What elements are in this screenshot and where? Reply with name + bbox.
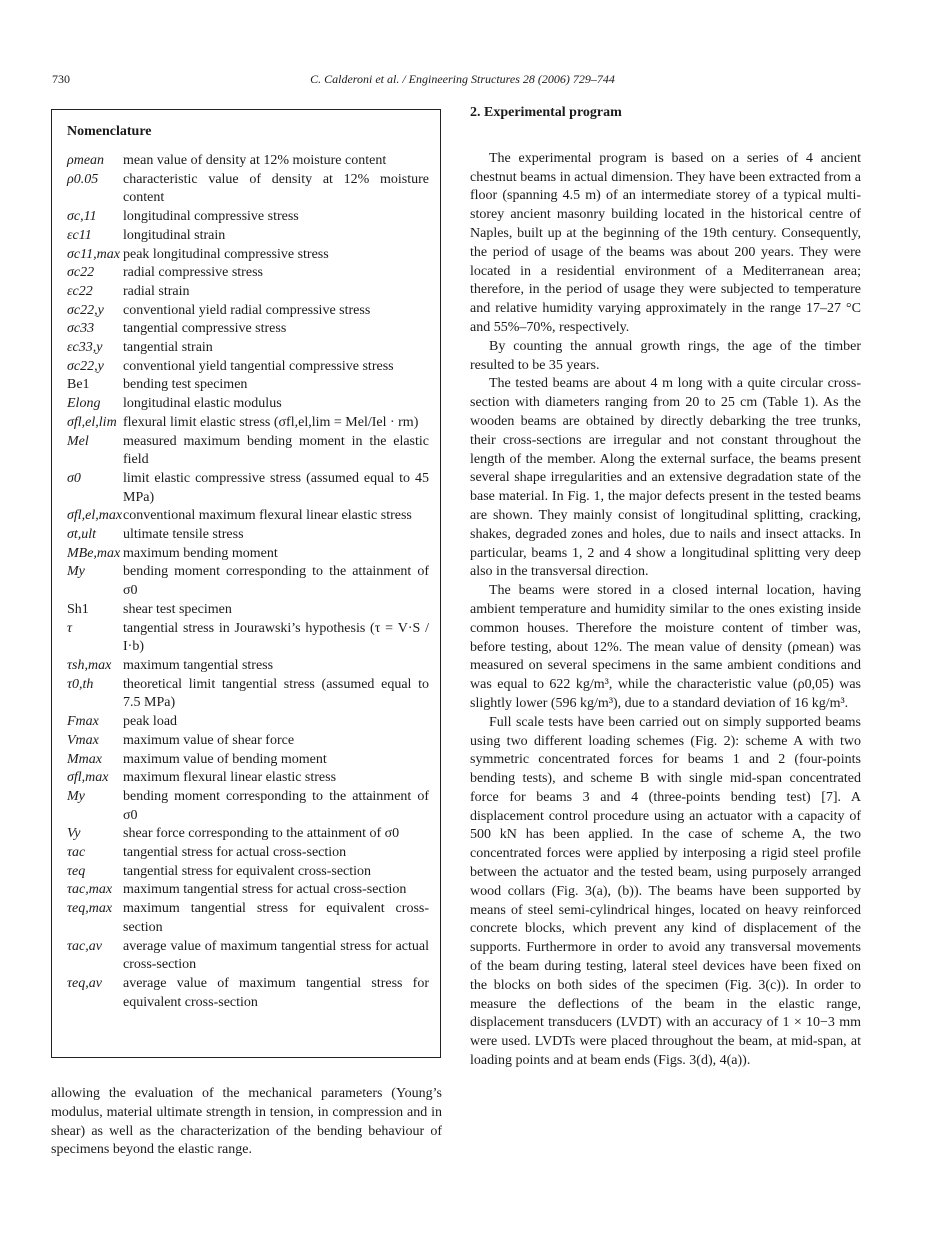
nomenclature-symbol: My xyxy=(67,788,85,804)
nomenclature-entry xyxy=(67,414,429,433)
nomenclature-symbol: σfl,el,lim xyxy=(67,414,117,430)
nomenclature-entry xyxy=(67,732,429,751)
nomenclature-entry xyxy=(67,863,429,882)
nomenclature-definition: maximum tangential stress for equivalent cross-section xyxy=(123,901,429,935)
nomenclature-list xyxy=(67,152,429,1012)
nomenclature-symbol: Fmax xyxy=(67,714,99,730)
nomenclature-symbol: σc22 xyxy=(67,265,95,281)
nomenclature-entry xyxy=(67,507,429,526)
nomenclature-definition: conventional maximum flexural linear elastic stress xyxy=(123,508,412,524)
nomenclature-entry xyxy=(67,900,429,937)
nomenclature-definition: shear force corresponding to the attainment of σ0 xyxy=(123,826,400,842)
nomenclature-entry xyxy=(67,825,429,844)
nomenclature-entry xyxy=(67,526,429,545)
nomenclature-definition: mean value of density at 12% moisture content xyxy=(123,153,387,168)
nomenclature-symbol: τsh,max xyxy=(67,657,112,673)
nomenclature-entry xyxy=(67,152,429,171)
nomenclature-symbol: τac,av xyxy=(67,938,102,954)
nomenclature-symbol: Be1 xyxy=(67,377,90,393)
nomenclature-symbol: σc,11 xyxy=(67,209,97,225)
nomenclature-title: Nomenclature xyxy=(67,124,152,139)
nomenclature-entry xyxy=(67,938,429,975)
paragraph-2: By counting the annual growth rings, the age of the timber resulted to be 35 years. xyxy=(470,338,861,373)
paragraph-5: Full scale tests have been carried out on simply supported beams using two different loading schemes (Fig. 2): scheme A with two symmetric concentrated forces for beams 1 and 2 (four-points bending tests), and scheme B with single mid-span concentrated force for beams 3 and 4 (three-points bending test) [7]. A displacement control procedure using an actuator with a capacity of 500 kN has been applied. In the case of scheme A, the two concentrated forces were applied by interposing a rigid steel profile between the actuator and the tested beam, using purposely arranged wood collars (Fig. 3(a), (b)). The beams have been supported by means of steel semi-cylindrical hinges, located on heavy reinforced concrete blocks, which prevent any kind of displacement of the supports. Furthermore in order to avoid any transversal movements of the beam during testing, lateral steel devices have been fixed on the blocks on both sides of the specimen (Fig. 3(c)). In order to measure the deflections of the beam in the elastic range, displacement transducers (LVDT) with an accuracy of 1 × 10−3 mm were used. LVDTs were placed throughout the beam, at mid-span, at loading points and at beam ends (Figs. 3(d), 4(a)). xyxy=(470,714,861,1069)
nomenclature-entry xyxy=(67,788,429,825)
nomenclature-definition: maximum value of shear force xyxy=(123,732,295,748)
nomenclature-symbol: εc33,y xyxy=(67,340,103,356)
nomenclature-definition: tangential stress in Jourawski’s hypothesis (τ = V·S / I·b) xyxy=(123,620,429,655)
paragraph-1: The experimental program is based on a series of 4 ancient chestnut beams in actual dimension. They have been extracted from a floor (spanning 4.5 m) of an intermediate storey of a typical multi-storey ancient masonry building located in the historical centre of Naples, built up at the beginning of the 19th century. Consequently, the period of usage of the beams was about 200 years. They were located in a residential environment of a Mediterranean area; therefore, in the period of usage they were subjected to temperature and relative humidity varying approximately in the range 17–27 °C and 55%–70%, respectively. xyxy=(470,150,861,335)
nomenclature-symbol: σt,ult xyxy=(67,527,97,543)
nomenclature-definition: radial compressive stress xyxy=(123,265,263,281)
nomenclature-definition: conventional yield radial compressive stress xyxy=(123,302,371,318)
nomenclature-symbol: ρ0.05 xyxy=(67,171,99,187)
nomenclature-entry xyxy=(67,208,429,227)
nomenclature-definition: bending moment corresponding to the attainment of σ0 xyxy=(123,788,429,823)
nomenclature-definition: longitudinal elastic modulus xyxy=(123,396,282,412)
nomenclature-definition: radial strain xyxy=(123,283,190,299)
nomenclature-entry xyxy=(67,358,429,377)
nomenclature-symbol: σc33 xyxy=(67,321,95,337)
nomenclature-entry xyxy=(67,713,429,732)
nomenclature-entry xyxy=(67,302,429,321)
nomenclature-definition: bending test specimen xyxy=(123,377,248,393)
nomenclature-definition: maximum value of bending moment xyxy=(123,751,327,767)
nomenclature-entry xyxy=(67,620,429,657)
nomenclature-definition: peak longitudinal compressive stress xyxy=(123,246,329,262)
nomenclature-definition: tangential stress for equivalent cross-section xyxy=(123,863,372,879)
nomenclature-symbol: Elong xyxy=(67,396,101,412)
nomenclature-entry xyxy=(67,433,429,470)
nomenclature-entry xyxy=(67,171,429,208)
nomenclature-symbol: τ0,th xyxy=(67,676,94,692)
nomenclature-symbol: τac xyxy=(67,845,86,861)
paragraph-3: The tested beams are about 4 m long with a quite circular cross-section with diameters ranging from 20 to 25 cm (Table 1). As the wooden beams are obtained by directly debarking the tree trunks, their cross-sections are irregular and not constant throughout the length of the member. Along the external surface, the beams present several shape irregularities and an extensive degradation state of the base material. In Fig. 1, the major defects present in the tested beams are shown. They mainly consist of longitudinal splitting, cracking, shakes, degraded zones and holes, due to nails and insect attacks. In particular, beams 1, 2 and 4 show a longitudinal splitting very deep also in the transversal direction. xyxy=(470,376,861,580)
left-column-paragraph: allowing the evaluation of the mechanical parameters (Young’s modulus, material ultimate strength in tension, in compression and in shear) as well as the characterization of the bending behaviour of specimens beyond the elastic range. xyxy=(51,1086,442,1158)
nomenclature-entry xyxy=(67,545,429,564)
nomenclature-symbol: ρmean xyxy=(67,153,105,168)
nomenclature-definition: bending moment corresponding to the attainment of σ0 xyxy=(123,564,429,599)
nomenclature-symbol: σ0 xyxy=(67,470,81,486)
nomenclature-definition: conventional yield tangential compressive stress xyxy=(123,358,394,374)
nomenclature-symbol: σc22,y xyxy=(67,358,104,374)
nomenclature-definition: longitudinal compressive stress xyxy=(123,209,299,225)
nomenclature-symbol: σc22,y xyxy=(67,302,104,318)
nomenclature-entry xyxy=(67,676,429,713)
nomenclature-entry xyxy=(67,376,429,395)
nomenclature-entry xyxy=(67,881,429,900)
nomenclature-symbol: σfl,max xyxy=(67,770,109,786)
nomenclature-symbol: εc22 xyxy=(67,283,93,299)
nomenclature-entry xyxy=(67,320,429,339)
running-head: C. Calderoni et al. / Engineering Structures 28 (2006) 729–744 xyxy=(310,72,615,86)
nomenclature-definition: maximum bending moment xyxy=(123,545,278,561)
nomenclature-symbol: Vy xyxy=(67,826,81,842)
nomenclature-definition: tangential compressive stress xyxy=(123,321,287,337)
nomenclature-definition: theoretical limit tangential stress (assumed equal to 7.5 MPa) xyxy=(123,676,429,711)
nomenclature-definition: maximum tangential stress for actual cross-section xyxy=(123,882,407,898)
nomenclature-definition: ultimate tensile stress xyxy=(123,527,244,543)
nomenclature-definition: maximum tangential stress xyxy=(123,657,274,673)
nomenclature-entry xyxy=(67,751,429,770)
right-column xyxy=(470,104,861,1071)
nomenclature-symbol: MBe,max xyxy=(67,545,121,561)
nomenclature-entry xyxy=(67,395,429,414)
nomenclature-symbol: σc11,max xyxy=(67,246,120,262)
nomenclature-symbol: σfl,el,max xyxy=(67,508,123,524)
nomenclature-definition: characteristic value of density at 12% moisture content xyxy=(123,171,429,206)
nomenclature-definition: measured maximum bending moment in the elastic field xyxy=(123,433,429,468)
nomenclature-entry xyxy=(67,470,429,507)
nomenclature-symbol: τac,max xyxy=(67,882,113,898)
section-heading: 2. Experimental program xyxy=(470,105,622,120)
nomenclature-definition: flexural limit elastic stress (σfl,el,lim = Mel/Iel · rm) xyxy=(123,414,419,430)
nomenclature-definition: longitudinal strain xyxy=(123,227,226,243)
nomenclature-symbol: Sh1 xyxy=(67,601,89,617)
nomenclature-definition: average value of maximum tangential stress for actual cross-section xyxy=(123,938,429,973)
nomenclature-entry xyxy=(67,283,429,302)
nomenclature-entry xyxy=(67,563,429,600)
nomenclature-entry xyxy=(67,264,429,283)
nomenclature-symbol: Mel xyxy=(67,433,89,449)
nomenclature-definition: maximum flexural linear elastic stress xyxy=(123,770,337,786)
nomenclature-symbol: τeq,max xyxy=(67,901,113,917)
nomenclature-entry xyxy=(67,246,429,265)
nomenclature-symbol: εc11 xyxy=(67,227,92,243)
nomenclature-definition: tangential strain xyxy=(123,340,213,356)
nomenclature-symbol: My xyxy=(67,564,85,580)
nomenclature-symbol: τeq,av xyxy=(67,975,102,991)
nomenclature-definition: shear test specimen xyxy=(123,601,232,617)
nomenclature-entry xyxy=(67,975,429,1012)
nomenclature-entry xyxy=(67,227,429,246)
nomenclature-definition: tangential stress for actual cross-section xyxy=(123,845,347,861)
paragraph-4: The beams were stored in a closed internal location, having ambient temperature and humidity similar to the ones existing inside common houses. Therefore the moisture content of timber was, before testing, about 12%. The mean value of density (ρmean) was measured on several specimens in the same ambient conditions and was equal to 622 kg/m³, while the characteristic value (ρ0,05) was slightly lower (596 kg/m³), due to a standard deviation of 16 kg/m³. xyxy=(470,583,861,711)
page-number: 730 xyxy=(52,72,70,86)
nomenclature-definition: peak load xyxy=(123,714,178,730)
nomenclature-definition: average value of maximum tangential stress for equivalent cross-section xyxy=(123,975,429,1010)
nomenclature-entry xyxy=(67,769,429,788)
nomenclature-symbol: Vmax xyxy=(67,732,99,748)
nomenclature-symbol: τeq xyxy=(67,863,86,879)
nomenclature-symbol: Mmax xyxy=(67,751,102,767)
nomenclature-entry xyxy=(67,339,429,358)
nomenclature-symbol: τ xyxy=(67,620,73,636)
nomenclature-entry xyxy=(67,657,429,676)
nomenclature-entry xyxy=(67,601,429,620)
nomenclature-box xyxy=(51,109,441,1058)
nomenclature-entry xyxy=(67,844,429,863)
nomenclature-definition: limit elastic compressive stress (assumed equal to 45 MPa) xyxy=(123,470,429,505)
